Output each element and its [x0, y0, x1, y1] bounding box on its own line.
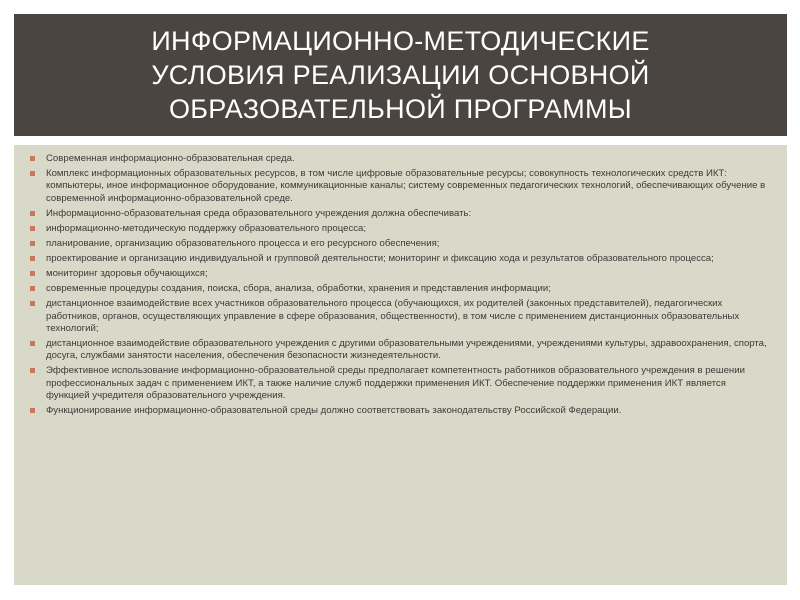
- list-item-text: Комплекс информационных образовательных ресурсов, в том числе цифровые образовательные ресурсы; совокупность технологических средств ИКТ: компьютеры, иное информационное оборудование, коммуникационные каналы; систему современных педагогических технологий, обеспечивающих обучение в современной информационно-образовательной среде.: [46, 168, 766, 204]
- list-item-text: информационно-методическую поддержку образовательного процесса;: [46, 222, 367, 234]
- list-item-text: современные процедуры создания, поиска, сбора, анализа, обработки, хранения и представления информации;: [46, 283, 551, 295]
- list-item: [46, 338, 769, 363]
- square-bullet-icon: [30, 408, 35, 413]
- list-item-text: мониторинг здоровья обучающихся;: [46, 268, 208, 280]
- list-item: [46, 253, 769, 265]
- list-item: [46, 168, 769, 205]
- list-item-text: Информационно-образовательная среда образовательного учреждения должна обеспечивать:: [46, 207, 472, 219]
- content-panel: [14, 145, 787, 585]
- list-item-text: Функционирование информационно-образовательной среды должно соответствовать законодательству Российской Федерации.: [46, 405, 622, 417]
- square-bullet-icon: [30, 171, 35, 176]
- list-item-text: проектирование и организацию индивидуальной и групповой деятельности; мониторинг и фиксацию хода и результатов образовательного процесса;: [46, 253, 714, 265]
- list-item: [46, 238, 769, 250]
- square-bullet-icon: [30, 226, 35, 231]
- square-bullet-icon: [30, 341, 35, 346]
- list-item-text: Современная информационно-образовательная среда.: [46, 153, 295, 164]
- square-bullet-icon: [30, 241, 35, 246]
- square-bullet-icon: [30, 156, 35, 161]
- square-bullet-icon: [30, 271, 35, 276]
- list-item: [46, 283, 769, 295]
- list-item: [46, 298, 769, 335]
- square-bullet-icon: [30, 211, 35, 216]
- slide-title: ИНФОРМАЦИОННО-МЕТОДИЧЕСКИЕ УСЛОВИЯ РЕАЛИЗАЦИИ ОСНОВНОЙ ОБРАЗОВАТЕЛЬНОЙ ПРОГРАММЫ: [151, 26, 650, 124]
- list-item: [46, 365, 769, 402]
- square-bullet-icon: [30, 286, 35, 291]
- square-bullet-icon: [30, 368, 35, 373]
- list-item: [46, 268, 769, 280]
- list-item-text: дистанционное взаимодействие всех участников образовательного процесса (обучающихся, их родителей (законных представителей), педагогических работников, органов, осуществляющих управление в сфере образования, общественности), в том числе с применением дистанционных образовательных технологий;: [46, 298, 740, 334]
- list-item: [46, 223, 769, 235]
- list-item: [46, 153, 769, 165]
- square-bullet-icon: [30, 301, 35, 306]
- list-item: [46, 405, 769, 417]
- square-bullet-icon: [30, 256, 35, 261]
- list-item-text: Эффективное использование информационно-образовательной среды предполагает компетентность работников образовательного учреждения в решении профессиональных задач с применением ИКТ, а также наличие служб поддержки применения ИКТ. Обеспечение поддержки применения ИКТ является функцией учредителя образовательного учреждения.: [46, 365, 745, 402]
- list-item-text: дистанционное взаимодействие образовательного учреждения с другими образовательными учреждениями, учреждениями культуры, здравоохранения, спорта, досуга, службами занятости населения, обеспечения безопасности жизнедеятельности.: [46, 338, 767, 362]
- bullet-list: [14, 145, 787, 417]
- list-item: [46, 208, 769, 220]
- title-bar: [14, 14, 787, 136]
- list-item-text: планирование, организацию образовательного процесса и его ресурсного обеспечения;: [46, 237, 440, 249]
